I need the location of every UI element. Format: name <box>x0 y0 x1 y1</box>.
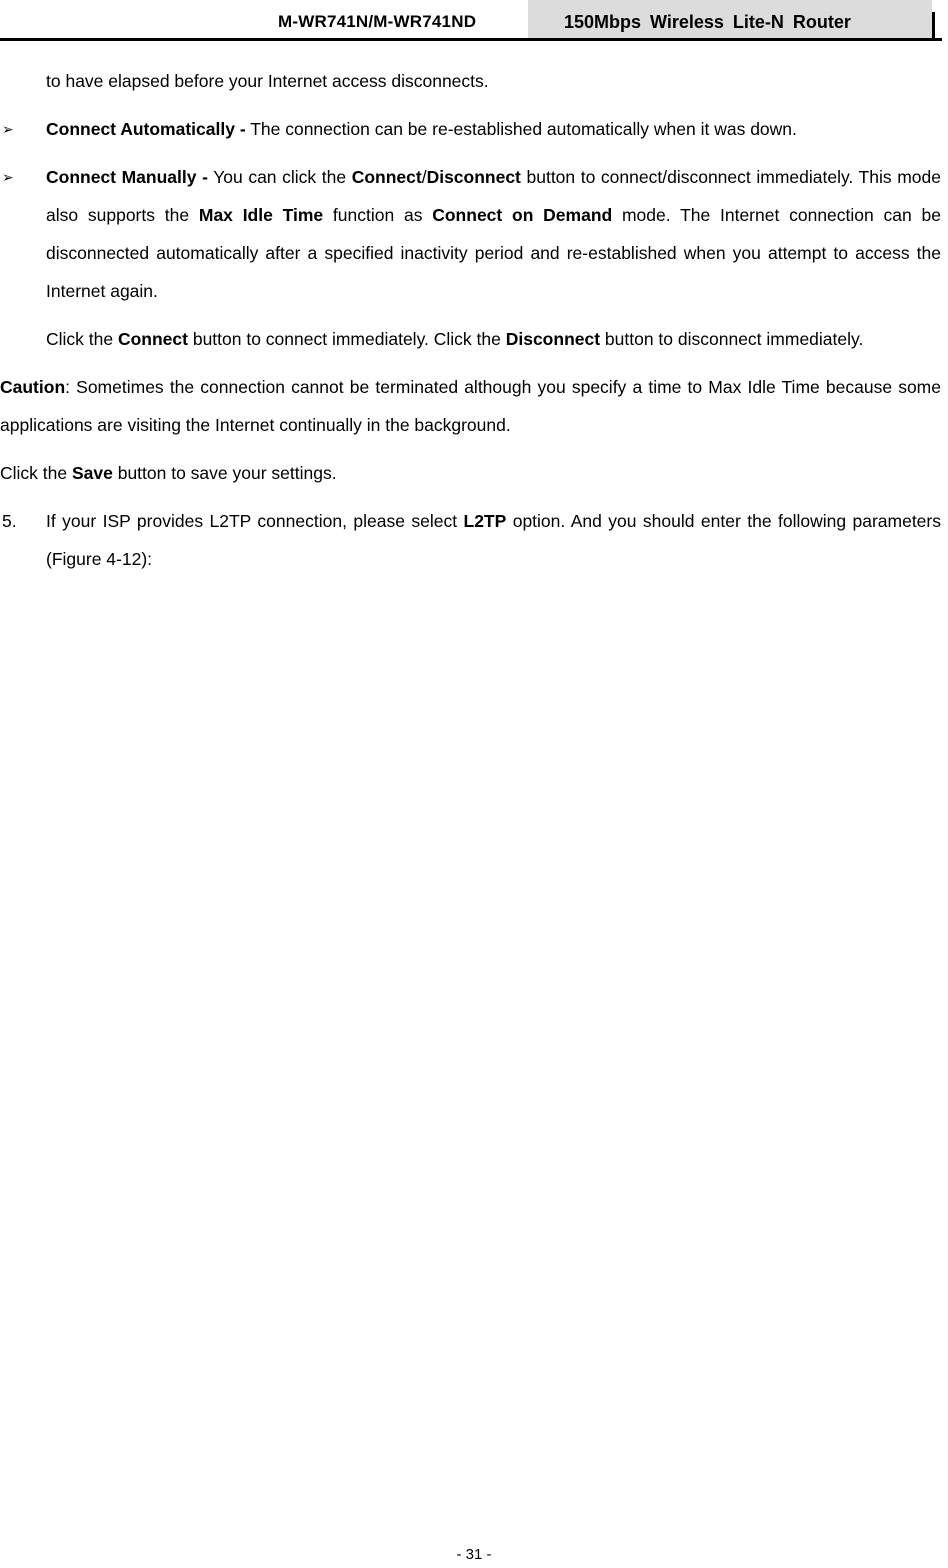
term-connect-automatically: Connect Automatically - <box>46 119 246 139</box>
header-model: M-WR741N/M-WR741ND <box>278 12 477 31</box>
caution-text: : Sometimes the connection cannot be terminated although you specify a time to Max Idle Time because some applications are visiting the Internet continually in the background. <box>0 377 941 435</box>
text-fragment: option. And you should enter the following parameters (Figure 4-12): <box>46 511 941 569</box>
bold-disconnect: Disconnect <box>426 167 521 187</box>
step-5 <box>0 502 941 578</box>
text-fragment: mode. The Internet connection can be disconnected automatically after a specified inactivity period and re-established when you attempt to access the Internet again. <box>46 205 941 301</box>
bold-connect: Connect <box>117 329 188 349</box>
text-fragment: button to disconnect immediately. <box>600 329 864 349</box>
bold-l2tp: L2TP <box>463 511 507 531</box>
text-fragment: Click the <box>0 463 72 483</box>
text-fragment: / <box>421 167 427 187</box>
text-fragment: If your ISP provides L2TP connection, please select <box>46 511 464 531</box>
text-fragment: button to connect/disconnect immediately. This mode also supports the <box>46 167 941 225</box>
page-number: - 31 - <box>456 1546 492 1563</box>
arrow-bullet-icon: ➢ <box>2 121 14 137</box>
term-connect-manually: Connect Manually - <box>46 167 208 187</box>
text-connect-automatically: The connection can be re-established automatically when it was down. <box>245 119 797 139</box>
text-fragment: function as <box>323 205 433 225</box>
text-fragment: button to connect immediately. Click the <box>187 329 506 349</box>
page-content <box>0 62 941 578</box>
bold-connect: Connect <box>351 167 422 187</box>
text-fragment: You can click the <box>207 167 352 187</box>
caution-label: Caution <box>0 377 66 397</box>
bold-connect-on-demand: Connect on Demand <box>432 205 613 225</box>
bullet-connect-automatically <box>0 110 941 148</box>
step-number: 5. <box>2 511 17 531</box>
paragraph-click-connect <box>0 320 941 358</box>
paragraph-elapsed: to have elapsed before your Internet access disconnects. <box>46 71 489 91</box>
paragraph-caution <box>0 368 941 444</box>
text-fragment: Click the <box>46 329 118 349</box>
header-rule <box>0 38 942 41</box>
header-vbar <box>932 12 935 41</box>
bold-max-idle-time: Max Idle Time <box>198 205 324 225</box>
bullet-connect-manually <box>0 158 941 310</box>
arrow-bullet-icon: ➢ <box>2 169 14 185</box>
text-fragment: button to save your settings. <box>112 463 337 483</box>
bold-disconnect: Disconnect <box>505 329 601 349</box>
page-header <box>0 0 948 44</box>
header-product: 150Mbps Wireless Lite-N Router <box>564 12 851 32</box>
paragraph-save <box>0 454 941 492</box>
bold-save: Save <box>71 463 113 483</box>
